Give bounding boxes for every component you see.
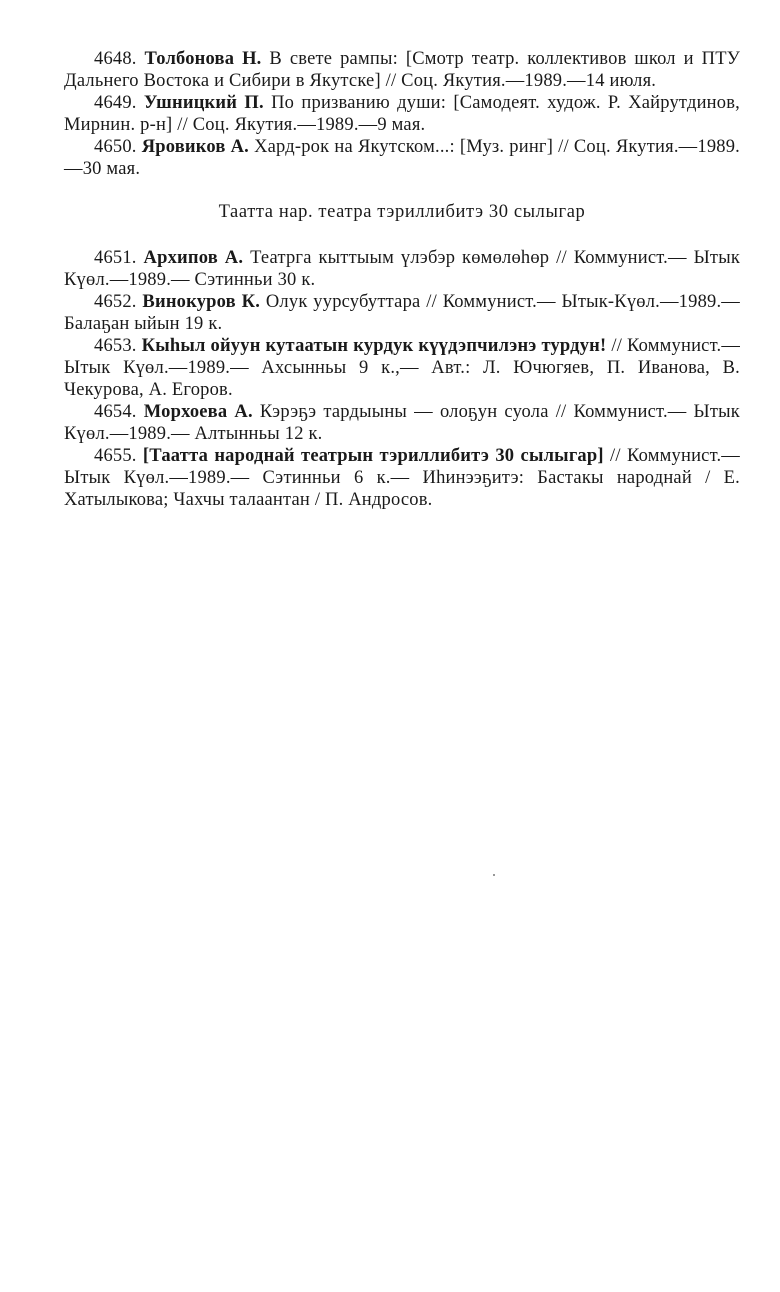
entry-author: Толбонова Н. [144,49,262,69]
entry-number: 4652. [94,292,137,312]
entry-author: Архипов А. [143,248,244,268]
entry-4648 [64,48,740,92]
entry-text: Олук уурсубуттара // Коммунист.— Ытык-Күөл.—1989.— Балаҕан ыйын 19 к. [64,292,741,334]
scan-speck [493,874,495,876]
entry-4649 [64,92,740,136]
entry-4653 [64,335,740,401]
entry-4650 [64,136,740,180]
entry-number: 4648. [94,49,137,69]
entry-number: 4654. [94,402,137,422]
entry-author: Яровиков А. [141,137,250,157]
section-heading: Таатта нар. театра тэриллибитэ 30 сылыгар [218,202,586,222]
entry-number: 4655. [94,446,137,466]
entry-author: Ушницкий П. [143,93,264,113]
entry-text: По призванию души: [Самодеят. худож. Р. Хайрутдинов, Мирнин. р-н] // Соц. Якутия.—1989.—9 мая. [64,93,740,135]
entry-text: Кэрэҕэ тардыыны — олоҕун суола // Коммунист.— Ытык Күөл.—1989.— Алтынньы 12 к. [64,402,740,444]
entry-author: Винокуров К. [142,292,261,312]
entry-text: В свете рампы: [Смотр театр. коллективов школ и ПТУ Дальнего Востока и Сибири в Якутске] // Соц. Якутия.—1989.—14 июля. [64,49,740,91]
entry-number: 4649. [94,93,137,113]
entry-text: // Коммунист.— Ытык Күөл.—1989.— Сэтинньи 6 к.— Иһинээҕитэ: Бастакы народнай / Е. Хатылыкова; Чахчы талаантан / П. Андросов. [64,446,741,510]
entry-text: // Коммунист.— Ытык Күөл.—1989.— Ахсынньы 9 к.,— Авт.: Л. Ючюгяев, П. Иванова, В. Чекурова, А. Егоров. [64,336,741,400]
entry-4651 [64,247,740,291]
entry-title: Кыһыл ойуун кутаатын курдук күүдэпчилэнэ турдун! [141,336,607,356]
entry-text: Хард-рок на Якутском...: [Муз. ринг] // Соц. Якутия.—1989.—30 мая. [64,137,741,179]
entry-4655 [64,445,740,511]
entry-4652 [64,291,740,335]
bibliography-page [64,48,740,511]
entry-number: 4650. [94,137,137,157]
entry-title: [Таатта народнай театрын тэриллибитэ 30 сылыгар] [142,446,604,466]
entry-author: Морхоева А. [143,402,253,422]
entry-number: 4651. [94,248,137,268]
entry-4654 [64,401,740,445]
entry-number: 4653. [94,336,137,356]
entry-text: Театрга кыттыым үлэбэр көмөлөһөр // Коммунист.— Ытык Күөл.—1989.— Сэтинньи 30 к. [64,248,741,290]
